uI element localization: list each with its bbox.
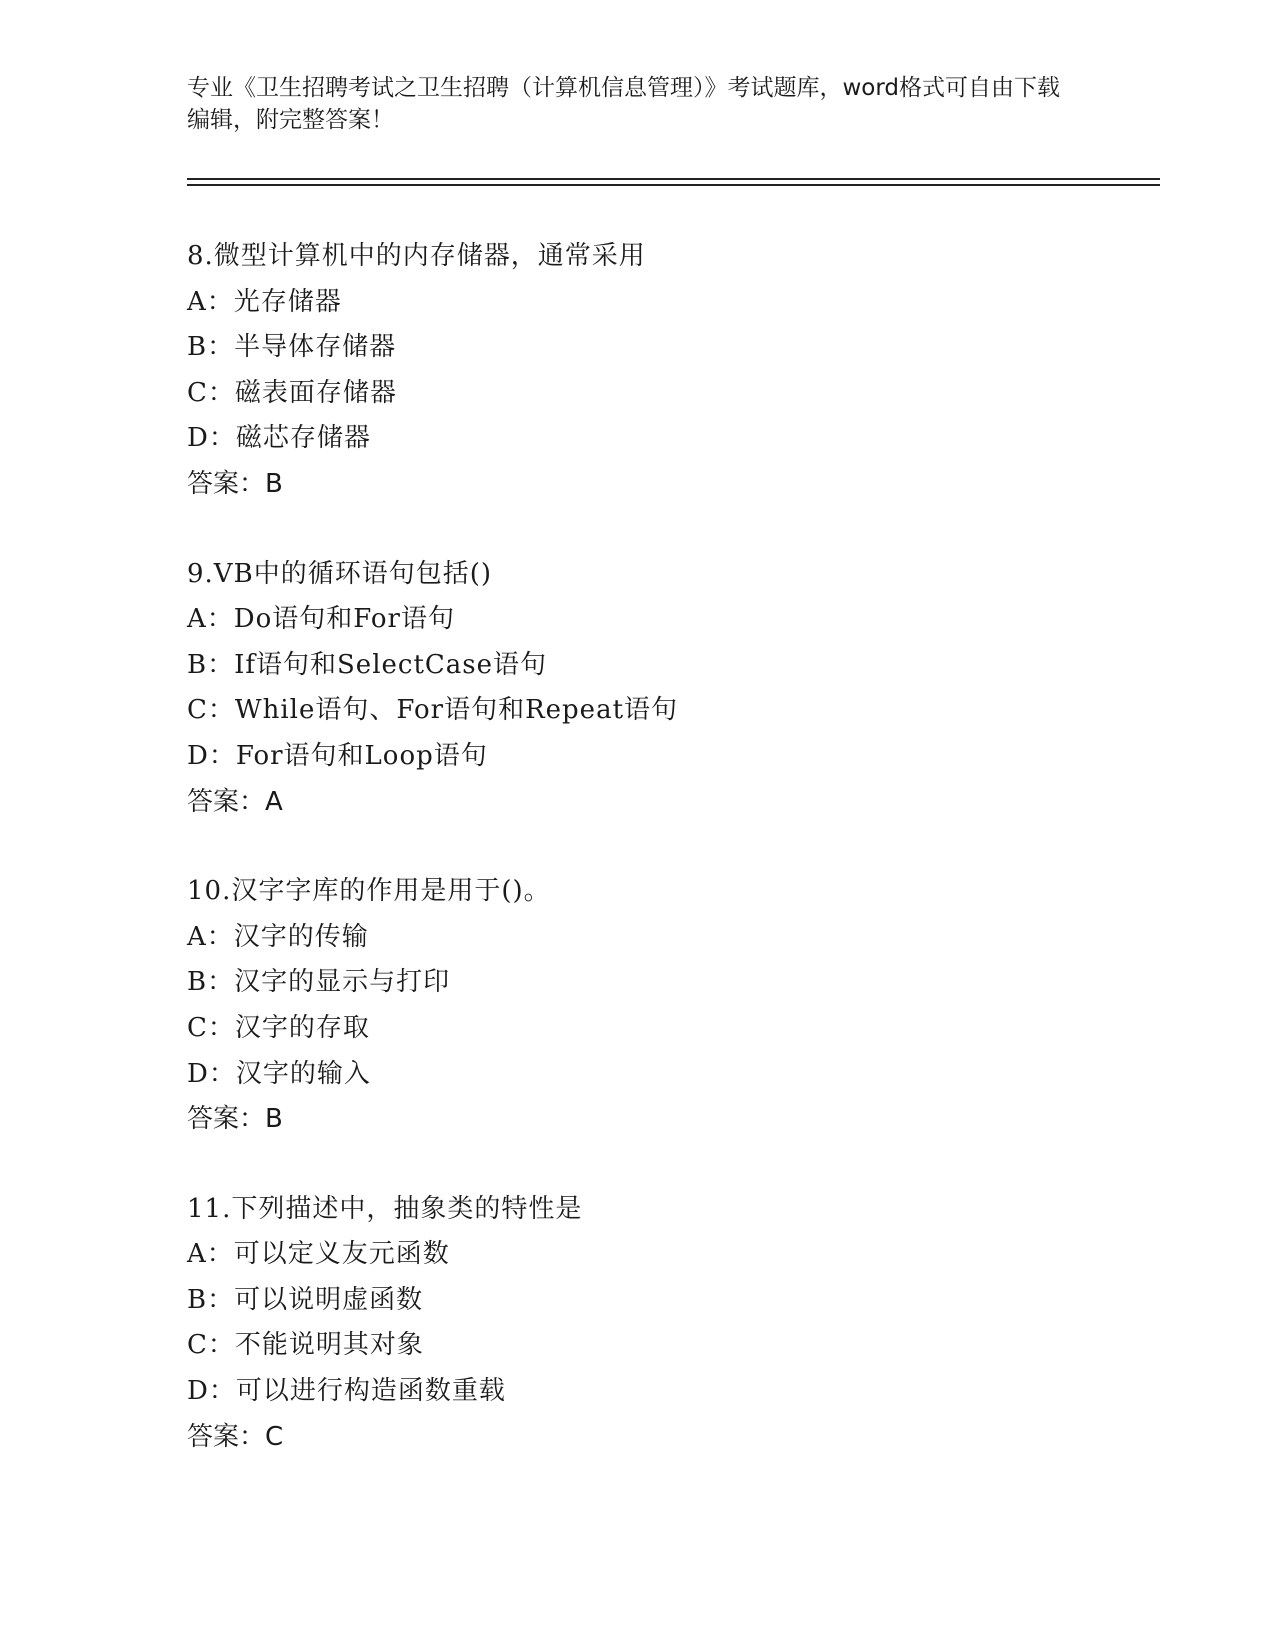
document-header: 专业《卫生招聘考试之卫生招聘（计算机信息管理）》考试题库，word格式可自由下载编辑，附完整答案！: [187, 75, 1061, 133]
answer-line: 答案：C: [187, 1421, 284, 1452]
option-c: C：While语句、For语句和Repeat语句: [187, 695, 679, 726]
question-list: [187, 234, 1147, 1504]
question-8: [187, 234, 1147, 508]
question-stem: 9.VB中的循环语句包括(): [187, 558, 492, 589]
question-stem: 10.汉字字库的作用是用于()。: [187, 876, 551, 907]
option-a: A：光存储器: [187, 286, 342, 317]
question-stem: 11.下列描述中，抽象类的特性是: [187, 1193, 583, 1224]
header-divider-top: [187, 178, 1160, 180]
option-b: B：可以说明虚函数: [187, 1284, 424, 1315]
answer-line: 答案：B: [187, 1104, 283, 1135]
option-b: B：If语句和SelectCase语句: [187, 649, 548, 680]
option-d: D：汉字的输入: [187, 1058, 371, 1089]
answer-line: 答案：A: [187, 786, 283, 817]
option-b: B：汉字的显示与打印: [187, 967, 451, 998]
question-11: [187, 1187, 1147, 1461]
option-d: D：磁芯存储器: [187, 423, 371, 454]
option-a: A：汉字的传输: [187, 921, 369, 952]
question-stem: 8.微型计算机中的内存储器，通常采用: [187, 241, 646, 271]
question-10: [187, 869, 1147, 1143]
answer-line: 答案：B: [187, 468, 283, 499]
option-a: A：Do语句和For语句: [187, 604, 455, 635]
option-c: C：不能说明其对象: [187, 1330, 424, 1361]
option-d: D：For语句和Loop语句: [187, 740, 488, 771]
option-c: C：汉字的存取: [187, 1012, 370, 1043]
question-9: [187, 552, 1147, 826]
option-a: A：可以定义友元函数: [187, 1239, 450, 1270]
option-d: D：可以进行构造函数重载: [187, 1376, 506, 1407]
option-b: B：半导体存储器: [187, 332, 397, 363]
header-divider-bottom: [187, 184, 1160, 186]
option-c: C：磁表面存储器: [187, 377, 397, 408]
